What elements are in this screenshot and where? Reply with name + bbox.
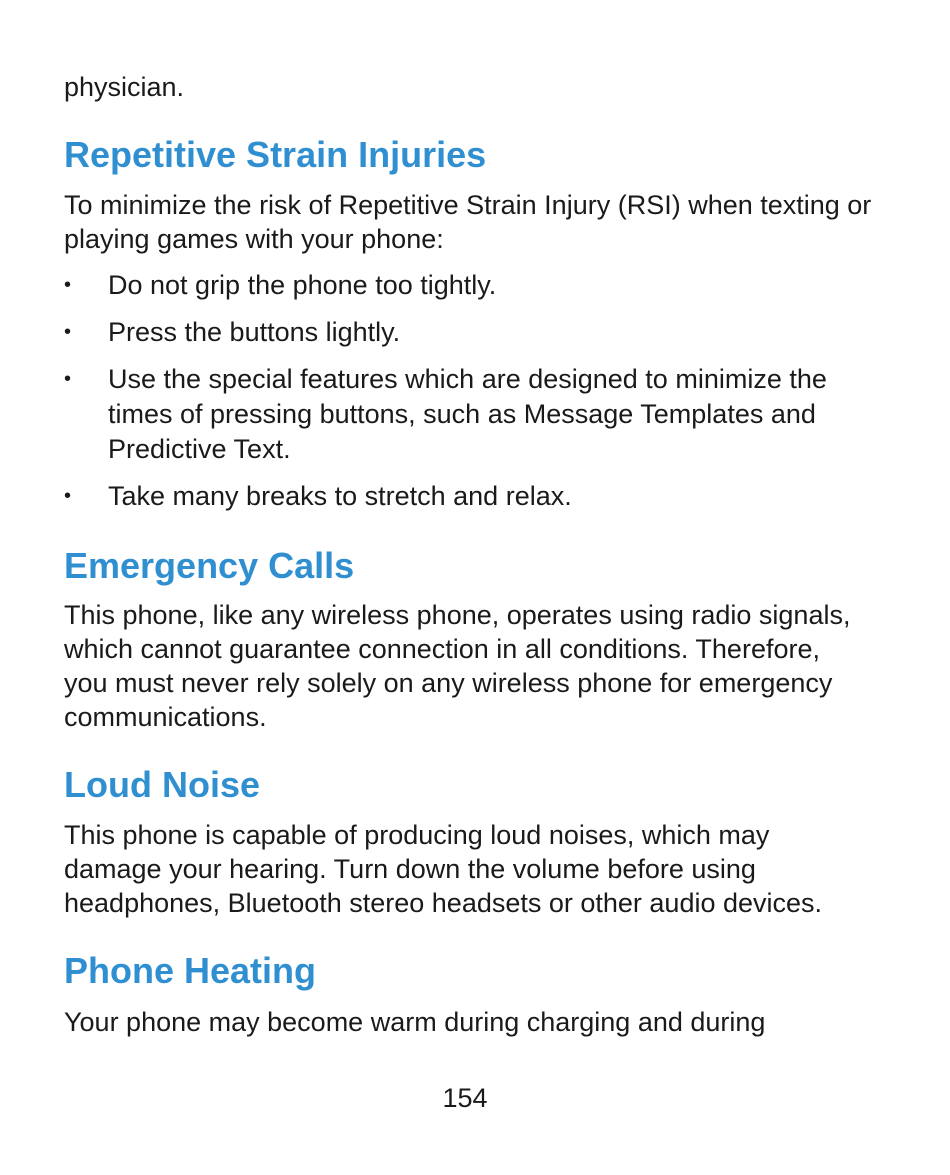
bullet-icon: • — [64, 274, 72, 296]
continuation-text: physician. — [64, 72, 185, 102]
list-item-text: Do not grip the phone too tightly. — [108, 270, 497, 300]
loud-noise-body: This phone is capable of producing loud noises, which may damage your hearing. Turn down the volume before using headphones, Bluetooth stereo headsets or other audio devices. — [64, 820, 823, 918]
bullet-icon: • — [64, 368, 72, 390]
list-item — [64, 268, 884, 303]
bullet-icon: • — [64, 321, 72, 343]
list-item — [64, 315, 884, 350]
emergency-calls-body: This phone, like any wireless phone, operates using radio signals, which cannot guarantee connection in all conditions. Therefore, you must never rely solely on any wireless phone for emergency communications. — [64, 600, 851, 732]
list-item-text: Press the buttons lightly. — [108, 317, 401, 347]
bullet-icon: • — [64, 485, 72, 507]
heading-emergency-calls: Emergency Calls — [64, 545, 355, 586]
list-item-text: Take many breaks to stretch and relax. — [108, 481, 572, 511]
list-item — [64, 362, 884, 467]
list-item — [64, 479, 884, 514]
heading-loud-noise: Loud Noise — [64, 764, 260, 805]
phone-heating-body: Your phone may become warm during charging and during — [64, 1007, 766, 1037]
page-number: 154 — [442, 1083, 488, 1113]
list-item-text: Use the special features which are designed to minimize the times of pressing buttons, such as Message Templates and Predictive Text. — [108, 364, 827, 464]
heading-phone-heating: Phone Heating — [64, 950, 317, 991]
heading-repetitive-strain: Repetitive Strain Injuries — [64, 134, 487, 175]
rsi-bullet-list — [64, 268, 884, 526]
rsi-intro: To minimize the risk of Repetitive Strain Injury (RSI) when texting or playing games with your phone: — [64, 190, 872, 254]
